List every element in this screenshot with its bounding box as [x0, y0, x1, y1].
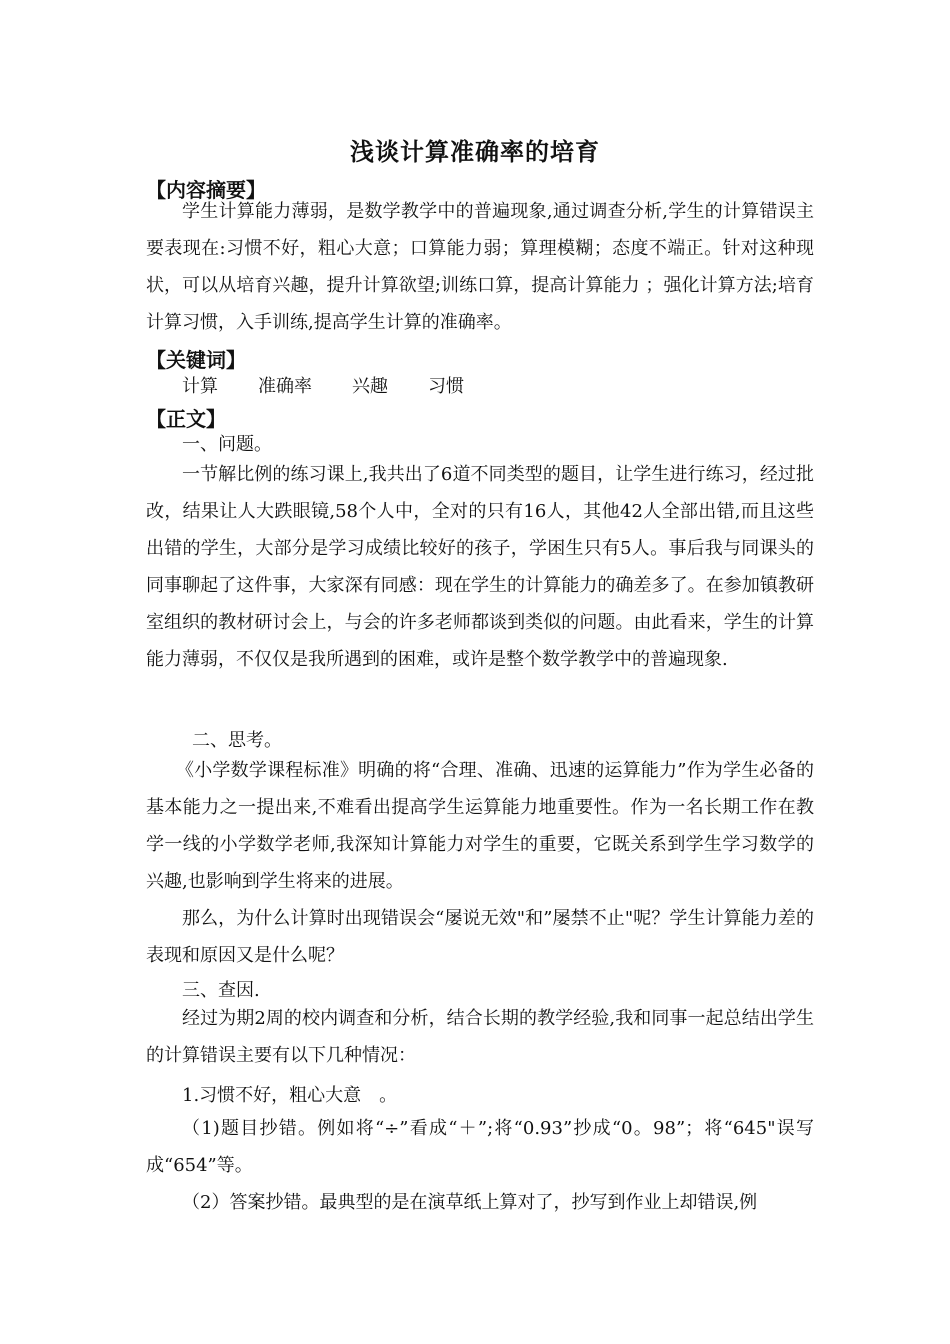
paragraph-thinking: 《小学数学课程标准》明确的将“合理、准确、迅速的运算能力”作为学生必备的基本能力之一提出来,不难看出提高学生运算能力地重要性。作为一名长期工作在教学一线的小学数学老师,我深知计算能力对学生的重要，它既关系到学生学习数学的兴趣,也影响到学生将来的进展。 [146, 760, 814, 892]
abstract-heading: 【内容摘要】 [146, 178, 266, 202]
keyword-item: 习惯 [428, 376, 464, 397]
section-1-title: 一、问题。 [182, 434, 272, 455]
paragraph-question: 那么，为什么计算时出现错误会“屡说无效"和”屡禁不止"呢？学生计算能力差的表现和原因又是什么呢？ [146, 908, 814, 966]
keyword-item: 准确率 [258, 376, 312, 397]
body-heading: 【正文】 [146, 407, 226, 431]
paragraph-copy-error: （1)题目抄错。例如将“÷”看成“＋”;将“0.93”抄成“0。98”；将“645"误写成“654”等。 [146, 1118, 814, 1176]
keyword-item: 兴趣 [352, 376, 388, 397]
document-title: 浅谈计算准确率的培育 [350, 138, 600, 166]
paragraph-problem: 一节解比例的练习课上,我共出了6道不同类型的题目，让学生进行练习，经过批改，结果让人大跌眼镜,58个人中，全对的只有16人，其他42人全部出错,而且这些出错的学生，大部分是学习成绩比较好的孩子，学困生只有5人。事后我与同课头的同事聊起了这件事，大家深有同感：现在学生的计算能力的确差多了。在参加镇教研室组织的教材研讨会上，与会的许多老师都谈到类似的问题。由此看来，学生的计算能力薄弱，不仅仅是我所遇到的困难，或许是整个数学教学中的普遍现象. [146, 464, 814, 670]
list-item-title: 1.习惯不好，粗心大意 。 [182, 1085, 398, 1106]
keyword-item: 计算 [182, 376, 218, 397]
keywords-heading: 【关键词】 [146, 348, 246, 372]
section-3-title: 三、查因. [182, 980, 260, 1001]
paragraph-answer-error: （2）答案抄错。最典型的是在演草纸上算对了，抄写到作业上却错误,例 [182, 1192, 758, 1213]
section-2-title: 二、思考。 [192, 730, 282, 751]
paragraph-investigation: 经过为期2周的校内调查和分析，结合长期的教学经验,我和同事一起总结出学生的计算错误主要有以下几种情况： [146, 1008, 814, 1066]
keywords-list [182, 372, 464, 398]
abstract-paragraph: 学生计算能力薄弱，是数学教学中的普遍现象,通过调查分析,学生的计算错误主要表现在:习惯不好，粗心大意；口算能力弱；算理模糊；态度不端正。针对这种现状，可以从培育兴趣，提升计算欲望;训练口算，提高计算能力 ；强化计算方法;培育计算习惯，入手训练,提高学生计算的准确率。 [146, 201, 814, 333]
